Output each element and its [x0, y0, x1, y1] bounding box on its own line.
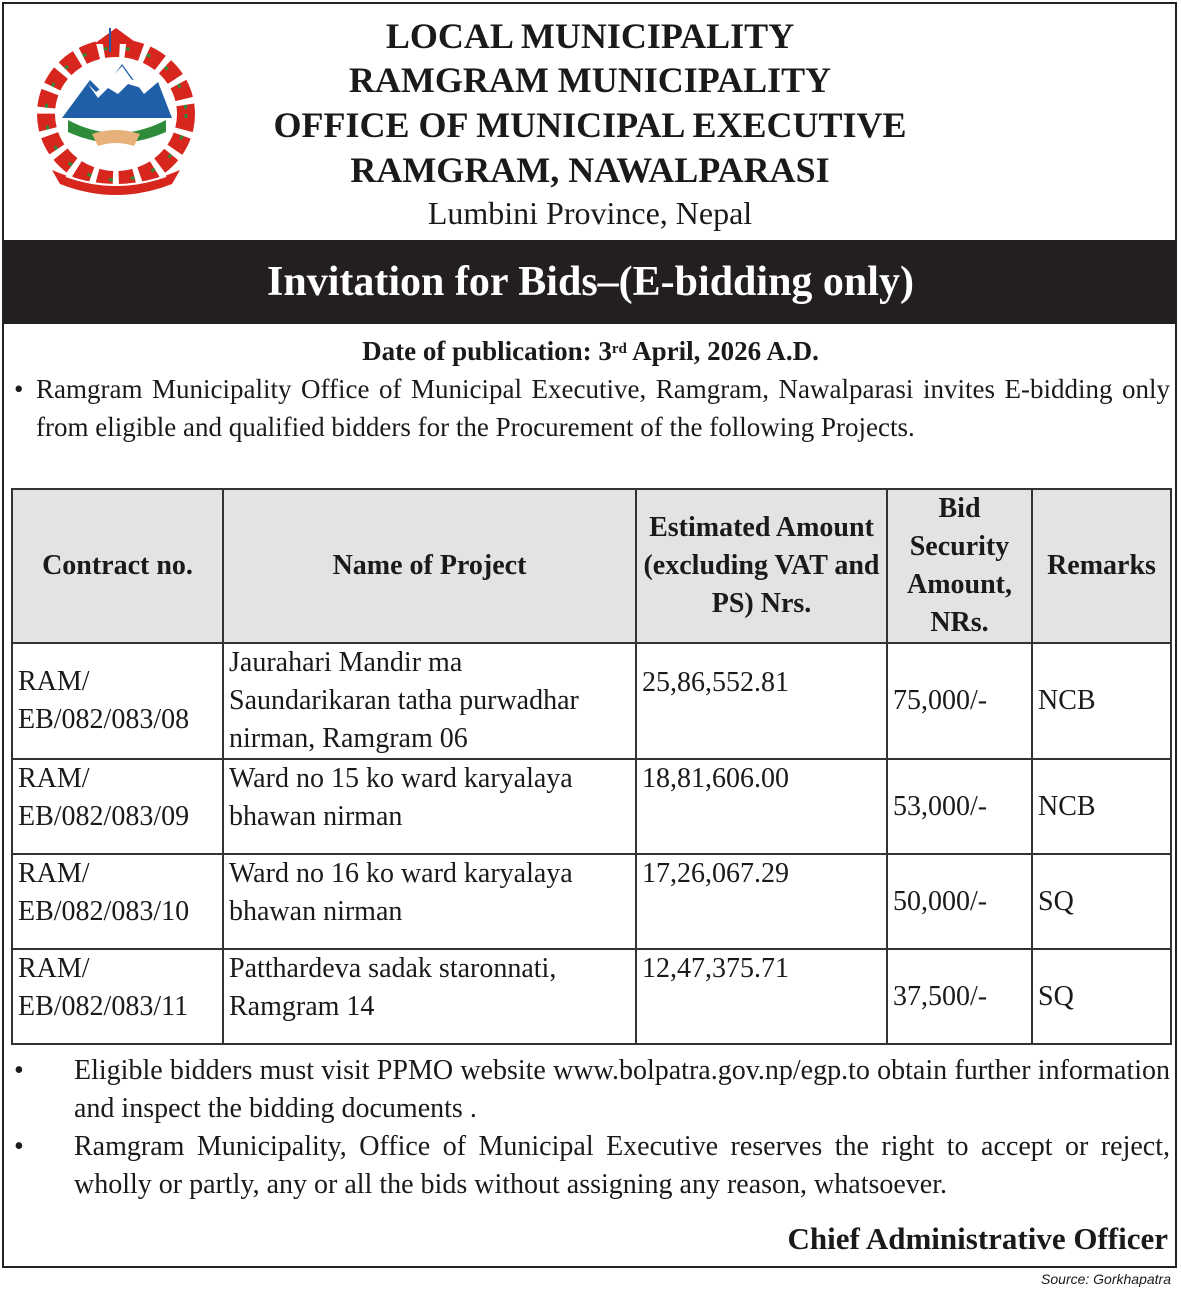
remarks-cell: SQ [1032, 949, 1171, 1044]
header-line-office: OFFICE OF MUNICIPAL EXECUTIVE [273, 105, 907, 145]
table-row [12, 759, 1171, 854]
estimated-amount-cell: 25,86,552.81 [636, 643, 887, 759]
list-item [14, 1052, 1170, 1128]
publication-label: Date of publication: 3 [362, 336, 612, 366]
project-name-cell: Ward no 15 ko ward karyalaya bhawan nirman [223, 759, 636, 854]
intro-paragraph [14, 370, 1170, 446]
list-item [14, 1128, 1170, 1204]
estimated-amount-cell: 12,47,375.71 [636, 949, 887, 1044]
project-name-cell: Patthardeva sadak staronnati, Ramgram 14 [223, 949, 636, 1044]
publication-date [0, 333, 1181, 369]
notice-title: Invitation for Bids–(E-bidding only) [4, 240, 1177, 324]
bid-security-cell: 75,000/- [887, 643, 1032, 759]
signatory-title: Chief Administrative Officer [787, 1221, 1168, 1256]
nepal-emblem-icon [22, 22, 210, 202]
table-row [12, 643, 1171, 759]
source-credit: Source: Gorkhapatra [1041, 1271, 1171, 1287]
header-line-location: RAMGRAM, NAWALPARASI [350, 150, 830, 190]
estimated-amount-cell: 18,81,606.00 [636, 759, 887, 854]
remarks-cell: NCB [1032, 759, 1171, 854]
header-remarks: Remarks [1032, 489, 1171, 643]
header-project-name: Name of Project [223, 489, 636, 643]
header-line-local-municipality: LOCAL MUNICIPALITY [385, 16, 795, 56]
bullet-marker: • [14, 1131, 24, 1162]
notes-list [14, 1052, 1170, 1204]
bids-table [11, 488, 1172, 1045]
contract-no-cell: RAM/ EB/082/083/09 [12, 759, 223, 854]
publication-day-suffix: rd [611, 341, 627, 357]
note-text-rights: Ramgram Municipality, Office of Municipal Executive reserves the right to accept or reject, wholly or partly, any or all the bids without assigning any reason, whatsoever. [74, 1131, 1170, 1200]
intro-text: Ramgram Municipality Office of Municipal Executive, Ramgram, Nawalparasi invites E-bidding only from eligible and qualified bidders for the Procurement of the following Projects. [36, 374, 1170, 442]
table-row [12, 949, 1171, 1044]
remarks-cell: NCB [1032, 643, 1171, 759]
header-line-municipality-name: RAMGRAM MUNICIPALITY [348, 60, 832, 100]
header-bid-security: Bid Security Amount, NRs. [887, 489, 1032, 643]
contract-no-cell: RAM/ EB/082/083/08 [12, 643, 223, 759]
contract-no-cell: RAM/ EB/082/083/11 [12, 949, 223, 1044]
bid-security-cell: 53,000/- [887, 759, 1032, 854]
notice-header [0, 0, 1181, 240]
bullet-marker: • [14, 1055, 24, 1086]
header-estimated-amount: Estimated Amount (excluding VAT and PS) Nrs. [636, 489, 887, 643]
project-name-cell: Ward no 16 ko ward karyalaya bhawan nirman [223, 854, 636, 949]
bullet-marker: • [14, 374, 24, 404]
header-province: Lumbini Province, Nepal [427, 195, 753, 231]
contract-no-cell: RAM/ EB/082/083/10 [12, 854, 223, 949]
note-text-website: Eligible bidders must visit PPMO website www.bolpatra.gov.np/egp.to obtain further information and inspect the bidding documents . [74, 1055, 1170, 1124]
bid-security-cell: 50,000/- [887, 854, 1032, 949]
table-row [12, 854, 1171, 949]
project-name-cell: Jaurahari Mandir ma Saundarikaran tatha purwadhar nirman, Ramgram 06 [223, 643, 636, 759]
header-contract-no: Contract no. [12, 489, 223, 643]
remarks-cell: SQ [1032, 854, 1171, 949]
estimated-amount-cell: 17,26,067.29 [636, 854, 887, 949]
table-header-row [12, 489, 1171, 643]
bid-security-cell: 37,500/- [887, 949, 1032, 1044]
publication-date-rest: April, 2026 A.D. [632, 336, 819, 366]
